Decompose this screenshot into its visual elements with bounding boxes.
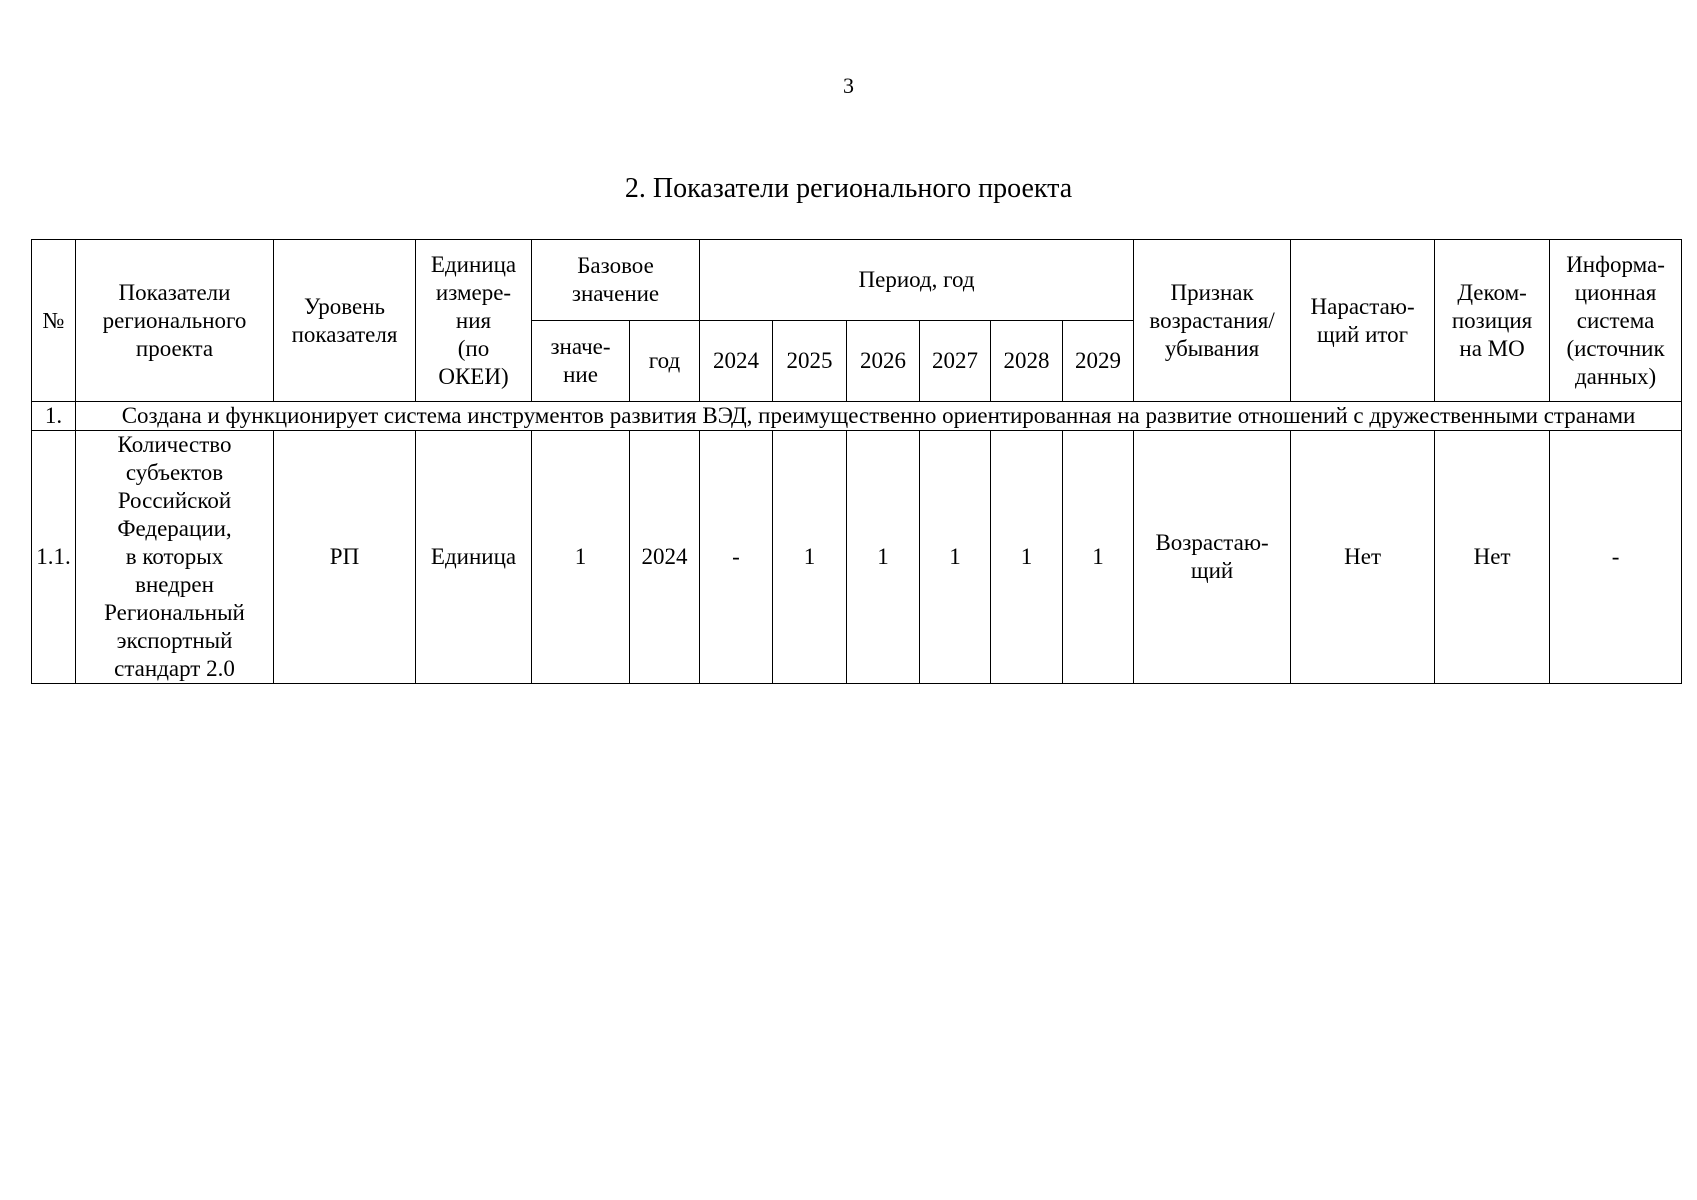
header-base-group [532,240,700,321]
row-unit: Единица [416,431,532,684]
header-trend [1134,240,1291,402]
row-cumulative: Нет [1291,431,1435,684]
header-unit [416,240,532,402]
header-base-value-line: значе- [550,334,611,359]
header-decomposition [1435,240,1550,402]
header-unit-line: измере- [435,279,512,305]
header-name-line: регионального [102,307,247,333]
row-base-value: 1 [532,431,630,684]
header-period-group: Период, год [700,240,1134,321]
row-name-line: Региональный [104,600,245,625]
header-info-system-line: ционная [1574,279,1657,305]
header-info-system [1550,240,1682,402]
row-name-line: субъектов [125,460,224,485]
indicators-table [31,239,1682,684]
row-year-value: 1 [847,431,920,684]
header-trend-line: возрастания/ [1149,307,1275,333]
header-name [76,240,274,402]
row-info-system: - [1550,431,1682,684]
header-base-year: год [630,321,700,402]
header-name-line: проекта [135,335,214,361]
header-info-system-line: данных) [1574,363,1657,389]
row-base-year: 2024 [630,431,700,684]
header-level [274,240,416,402]
header-num: № [32,240,76,402]
header-info-system-line: система [1576,307,1655,333]
header-year: 2026 [847,321,920,402]
header-year: 2025 [773,321,847,402]
row-name-line: Количество [117,432,232,457]
header-base-value-line: ние [563,362,598,387]
header-cumulative-line: Нарастаю- [1310,293,1415,319]
row-name-line: стандарт 2.0 [114,656,235,681]
header-name-line: Показатели [118,279,231,305]
header-level-line: Уровень [304,293,385,319]
row-year-value: - [700,431,773,684]
header-row-top [32,240,1682,321]
header-base-value [532,321,630,402]
section-row [32,402,1682,431]
header-year: 2028 [991,321,1063,402]
header-unit-line: Единица [430,251,517,277]
header-year: 2029 [1063,321,1134,402]
row-name-line: внедрен [135,572,214,597]
header-base-group-line: значение [571,281,660,306]
header-year: 2027 [920,321,991,402]
header-decomposition-line: Деком- [1457,279,1527,305]
header-info-system-line: Информа- [1566,251,1665,277]
header-year: 2024 [700,321,773,402]
row-name-line: в которых [125,544,224,569]
table-row [32,431,1682,684]
header-unit-line: (по [457,335,490,361]
row-decomposition: Нет [1435,431,1550,684]
row-name-line: экспортный [116,628,233,653]
row-year-value: 1 [773,431,847,684]
header-unit-line: ОКЕИ) [438,363,509,389]
section-text: Создана и функционирует система инструментов развития ВЭД, преимущественно ориентированная на развитие отношений с дружественными странами [76,402,1682,431]
row-year-value: 1 [991,431,1063,684]
row-year-value: 1 [1063,431,1134,684]
header-unit-line: ния [455,307,492,333]
row-name-line: Российской [117,488,232,513]
header-decomposition-line: позиция [1451,307,1533,333]
row-trend-line: Возрастаю- [1155,530,1269,555]
row-trend-line: щий [1190,558,1234,583]
row-year-value: 1 [920,431,991,684]
row-name-line: Федерации, [117,516,232,541]
header-cumulative [1291,240,1435,402]
header-info-system-line: (источник [1566,335,1665,361]
section-num: 1. [32,402,76,431]
header-cumulative-line: щий итог [1317,321,1409,347]
page-number: 3 [843,73,854,98]
row-num: 1.1. [32,431,76,684]
header-decomposition-line: на МО [1459,335,1525,361]
row-trend [1134,431,1291,684]
header-base-group-line: Базовое [577,253,654,278]
row-level: РП [274,431,416,684]
header-trend-line: Признак [1170,279,1254,305]
section-title: 2. Показатели регионального проекта [624,173,1073,204]
header-level-line: показателя [291,321,398,347]
header-trend-line: убывания [1164,335,1260,361]
row-name [76,431,274,684]
